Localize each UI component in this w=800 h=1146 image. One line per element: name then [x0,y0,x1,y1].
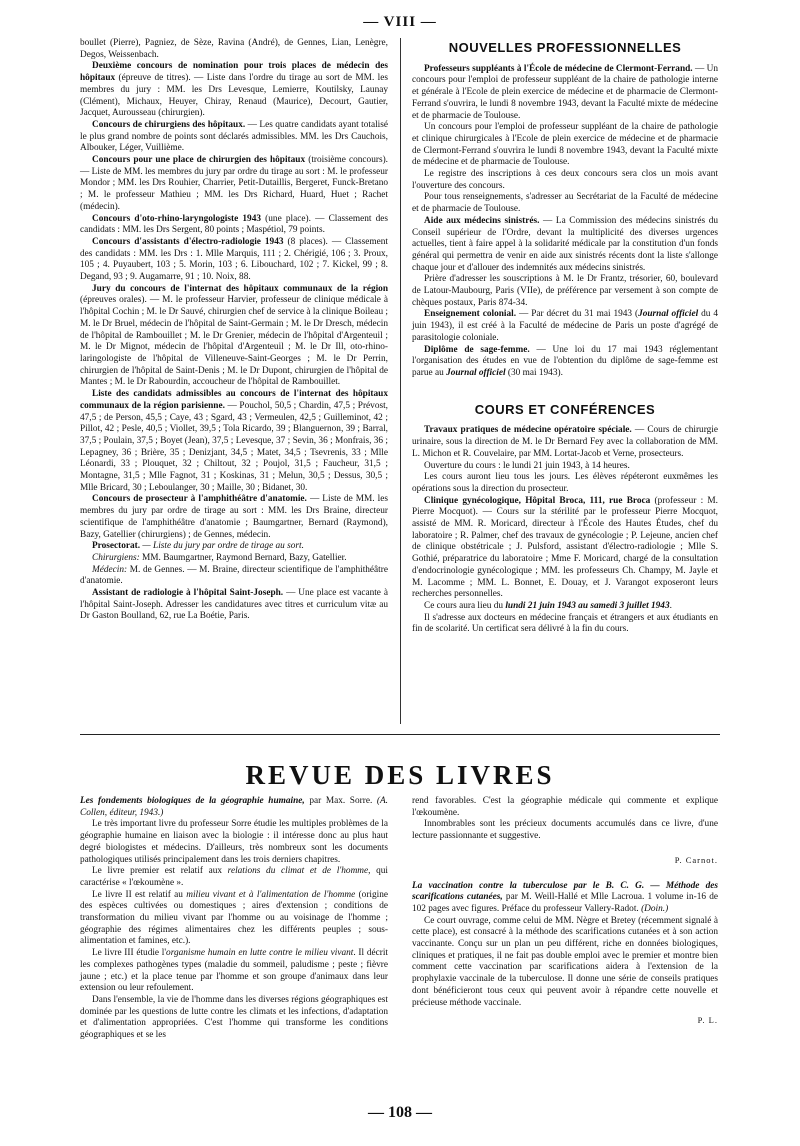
page-folio-bottom: — 108 — [368,1104,432,1121]
paragraph: Concours d'assistants d'électro-radiologie 1943 (8 places). — Classement des candidats : MM. les Drs : 1. Mlle Marquis, 111 ; 2. Chérigié, 106 ; 3. Proux, 105 ; 4. Puyaubert, 103 ; 5. Morin, 103 ; 6. Libouchard, 102 ; 7. Kickel, 99 ; 8. Degand, 93 ; 9. Augamarre, 91 ; 10. Noix, 88. [80,236,388,283]
paragraph: Prosectorat. — Liste du jury par ordre de tirage au sort. [92,541,304,552]
paragraph-heading: Travaux pratiques de médecine opératoire spéciale. [424,425,632,436]
paragraph: Le très important livre du professeur Sorre étudie les multiples problèmes de la géographie humaine en liaison avec la biologie : il intéresse donc au plus haut degré biologistes et médecins. D'ailleurs, très nombreux sont les documents pathologiques utilisés principalement dans les trois derniers chapitres. [80,819,388,865]
paragraph-heading: Liste des candidats admissibles au concours de l'internat des hôpitaux communaux de la région parisienne. [80,389,388,411]
paragraph: Le livre II est relatif au milieu vivant et à l'alimentation de l'homme (origine des espèces cultivées ou domestiques ; aires d'extension ; conditions de transformation du milieu vivant par l'homme ou au voisinage de l'homme ; géographie des régimes alimentaires chez les différents peuples ; sous-alimentation et famines, etc.). [80,889,388,947]
paragraph-heading: Diplôme de sage-femme. [424,344,530,355]
paragraph: Le livre premier est relatif aux relations du climat et de l'homme, qui caractérise « l'œkoumène ». [80,866,389,888]
paragraph-heading: Clinique gynécologique, Hôpital Broca, 111, rue Broca [424,495,651,506]
paragraph: Prière d'adresser les souscriptions à M. le Dr Frantz, trésorier, 60, boulevard de Latour-Maubourg, Paris (VIIe), de préférence par versement à son compte de chèques postaux, Paris 874-34. [412,274,718,308]
paragraph: Travaux pratiques de médecine opératoire spéciale. — Cours de chirurgie urinaire, sous la direction de M. le Dr Bernard Fey avec la collaboration de MM. L. Michon et R. Couvelaire, par MM. Lortat-Jacob et Verne, prosecteurs. [412,425,718,459]
review-left-column [80,796,388,1042]
section-title-nouvelles: NOUVELLES PROFESSIONNELLES [448,40,682,55]
paragraph-heading: Concours d'oto-rhino-laryngologiste 1943 [92,213,261,224]
paragraph: Enseignement colonial. — Par décret du 31 mai 1943 (Journal officiel du 4 juin 1943), il est créé à la Faculté de médecine de Paris un poste d'agrégé de parasitologie coloniale. [412,309,718,343]
section-title-cours: COURS ET CONFÉRENCES [474,401,656,417]
review-right-column [412,796,718,1027]
paragraph: Le registre des inscriptions à ces deux concours sera clos un mois avant l'ouverture des concours. [412,169,718,191]
paragraph: Clinique gynécologique, Hôpital Broca, 111, rue Broca (professeur : M. Pierre Mocquot). — Cours sur la stérilité par le professeur Pierre Mocquot, assisté de MM. R. Moricard, directeur à l'École des Hautes Études, chef du laboratoire ; R. Palmer, chef des travaux de gynécologie ; P. Lejeune, ancien chef de clinique obstétricale ; J. Pulsford, assistant d'électro-radiologie ; Mlle S. Gothié, préparatrice du laboratoire ; Mme F. Moricard, chargé de la consultation d'endocrinologie gynécologique ; MM. les professeurs Ch. Champy, M. Jayle et M. Lacomme ; MM. L. Bonnet, E. Douay, et J. Varangot exposeront leurs recherches personnelles. [412,495,718,600]
paragraph: Innombrables sont les précieux documents accumulés dans ce livre, d'une lecture passionnante et suggestive. [412,819,718,842]
section-divider [80,734,720,735]
paragraph: Jury du concours de l'internat des hôpitaux communaux de la région (épreuves orales). — M. le professeur Harvier, professeur de clinique médicale à l'hôpital Cochin ; M. le Dr Sauvé, chirurgien chef de service à la clinique Boileau ; M. le Dr Bruel, médecin de l'hôpital de Saint-Germain ; M. le Dr Dresch, médecin de l'hôpital de Rambouillet ; M. le Dr Grenier, médecin de l'hôpital d'Argenteuil ; M. le Dr Mignot, médecin de l'hôpital d'Argenteuil ; M. le Dr Ill, oto-rhino-laringologiste de l'hôpital de Villeneuve-Saint-Georges ; M. le Dr Perrin, chirurgien de l'hôpital de Saint-Denis ; M. le Dr Dupont, chirurgien de l'hôpital de Mantes ; M. le Dr Rabourdin, accoucheur de l'hôpital de Rambouillet. [80,283,388,388]
paragraph: Deuxième concours de nomination pour trois places de médecin des hôpitaux (épreuve de titres). — Liste dans l'ordre du tirage au sort de MM. les membres du jury : MM. les Drs Levesque, Lemierre, Koutilsky, Launay (Clément), Michaux, Heuyer, Chiray, Renaud (Maurice), Decourt, Gautier, Jacquet, Aurousseau (chirurgien). [80,61,388,119]
signature: P. L. [697,1015,718,1026]
book-title: Les fondements biologiques de la géographie humaine, par Max. Sorre. (A. Collen, éditeur, 1943.) [80,796,388,818]
paragraph-heading: Professeurs suppléants à l'École de médecine de Clermont-Ferrand. [424,63,693,74]
paragraph: Ouverture du cours : le lundi 21 juin 1943, à 14 heures. [424,460,630,471]
paragraph: boullet (Pierre), Pagniez, de Sèze, Ravina (André), de Gennes, Lian, Lenègre, Degos, Weissenbach. [80,38,388,60]
paragraph-label: Chirurgiens: [92,552,140,563]
column-divider [400,38,401,724]
paragraph-heading: Enseignement colonial. [424,309,517,320]
paragraph: Un concours pour l'emploi de professeur suppléant de la chaire de pathologie et clinique chirurgicales à l'Ecole de plein exercice de médecine et de pharmacie de Clermont-Ferrand s'ouvrira le lundi 8 novembre 1943, devant la Faculté mixte de médecine et de pharmacie de Toulouse. [412,122,718,168]
paragraph-heading: Concours de prosecteur à l'amphithéâtre d'anatomie. [92,494,307,505]
paragraph-heading: Concours d'assistants d'électro-radiologie 1943 [92,236,284,247]
paragraph: Pour tous renseignements, s'adresser au Secrétariat de la Faculté de médecine et de pharmacie de Toulouse. [412,192,718,215]
right-column [412,38,718,636]
paragraph: Concours de chirurgiens des hôpitaux. — Les quatre candidats ayant totalisé le plus grand nombre de points sont déclarés admissibles. MM. les Drs Cauchois, Albouker, Léger, Vuillième. [80,119,388,154]
paragraph: Assistant de radiologie à l'hôpital Saint-Joseph. — Une place est vacante à l'hôpital Saint-Joseph. Adresser les candidatures avec titres et curriculum vitæ au Dr Gaston Boulland, 62, rue La Boétie, Paris. [80,588,389,622]
paragraph-heading: Jury du concours de l'internat des hôpitaux communaux de la région [92,283,388,294]
paragraph-label: Médecin: [92,564,128,575]
paragraph-heading: Aide aux médecins sinistrés. [424,215,540,226]
paragraph: Dans l'ensemble, la vie de l'homme dans les diverses régions géographiques est dominée par les questions de lutte contre les climats et les infections, d'adaptation et d'alimentation appropriées. C'est l'homme qui transforme les conditions géographiques et se les [80,994,388,1041]
paragraph: Concours d'oto-rhino-laryngologiste 1943 (une place). — Classement des candidats : MM. les Drs Sergent, 80 points ; Maspétiol, 79 points. [80,213,388,236]
signature: P. Carnot. [674,854,718,865]
paragraph: Les cours auront lieu tous les jours. Les élèves répéteront euxmêmes les opérations sous la direction du prosecteur. [412,472,718,494]
paragraph: Liste des candidats admissibles au concours de l'internat des hôpitaux communaux de la région parisienne. — Pouchol, 50,5 ; Chardin, 47,5 ; Prévost, 47,5 ; de Person, 45,5 ; Caye, 43 ; Sgard, 43 ; Vermeulen, 42,5 ; Guilleminot, 42 ; Pillot, 42 ; Pesle, 40,5 ; Viollet, 39,5 ; Tola Ricardo, 39 ; Blanguernon, 39 ; Barral, 37,5 ; Poulain, 37,5 ; Boyet (Jean), 37,5 ; Levesque, 37 ; Sevin, 36 ; Monfrais, 36 ; Lepagney, 36 ; Brière, 35 ; Denizjant, 34,5 ; Matet, 34,5 ; Tsevrenis, 33 ; Mlle Léonardi, 33 ; Plouquet, 32 ; Chiltout, 32 ; Poujol, 31,5 ; Faucheur, 31,5 ; Montagne, 31,5 ; Mlle Fagnot, 31 ; Koskinas, 31 ; Melun, 30,5 ; Dessus, 30,5 ; Mlle Bricard, 30 ; Leboulanger, 30 ; Maille, 30 ; Bidanet, 30. [80,389,388,493]
paragraph-heading: Deuxième concours de nomination pour trois places de médecin des hôpitaux [80,61,388,84]
paragraph: Le livre III étudie l'organisme humain en lutte contre le milieu vivant. Il décrit les complexes pathogènes types (maladie du sommeil, paludisme ; peste ; fièvre jaune ; etc.) et la place tenue par l'homme et son groupe d'animaux dans leur extension ou leur refoulement. [80,948,388,994]
book-title: La vaccination contre la tuberculose par le B. C. G. — Méthode des scarifications cutanées, par M. Weill-Hallé et Mlle Lacroua. 1 volume in-16 de 102 pages avec figures. Préface du professeur Vallery-Radot. (Doin.) [412,880,718,914]
paragraph: Concours de prosecteur à l'amphithéâtre d'anatomie. — Liste de MM. les membres du jury par ordre de tirage au sort : MM. les Drs Braine, directeur scientifique de l'amphithéâtre d'anatomie ; Baumgartner, Bernard (Raymond), Bazy, Gatellier (chirurgiens) ; de Gennes, médecin. [80,494,388,540]
paragraph: Aide aux médecins sinistrés. — La Commission des médecins sinistrés du Conseil supérieur de l'Ordre, devant la multiplicité des diverses urgences actuelles, tient à faire appel à la solidarité médicale par la constitution d'un fonds général qui permettra de venir en aide aux sinistrés récents dont la liste s'allonge chaque jour et d'allouer des indemnités aux médecins sinistrés. [412,215,718,273]
paragraph: Professeurs suppléants à l'École de médecine de Clermont-Ferrand. — Un concours pour l'emploi de professeur suppléant de la chaire de pathologie interne et générale à l'Ecole de plein exercice de médecine et de pharmacie de Clermont-Ferrand s'ouvrira, le lundi 8 novembre 1943, devant la Faculté mixte de médecine et de pharmacie de Toulouse. [412,63,719,121]
paragraph: Diplôme de sage-femme. — Une loi du 17 mai 1943 réglementant l'organisation des études en vue de l'obtention du diplôme de sage-femme est parue au Journal officiel (30 mai 1943). [412,344,718,378]
paragraph-heading: Concours pour une place de chirurgien des hôpitaux [92,155,306,166]
paragraph-heading: Assistant de radiologie à l'hôpital Saint-Joseph. [92,588,284,599]
left-column [80,38,388,623]
paragraph-heading: Prosectorat. [92,541,141,552]
page-folio-top: — VIII — [363,14,437,30]
section-title-revue: REVUE DES LIVRES [245,760,555,790]
paragraph-heading: Concours de chirurgiens des hôpitaux. [92,119,246,130]
paragraph: Il s'adresse aux docteurs en médecine français et étrangers et aux étudiants en fin de scolarité. Un certificat sera délivré à la fin du cours. [412,612,718,635]
paragraph: Chirurgiens: MM. Baumgartner, Raymond Bernard, Bazy, Gatellier. [92,552,347,563]
paragraph: Concours pour une place de chirurgien des hôpitaux (troisième concours). — Liste de MM. les membres du jury par ordre du tirage au sort : M. le professeur Mondor ; MM. les Drs Rouhier, Charrier, Petit-Dutaillis, Bergeret, Funck-Bretano ; M. le professeur Mathieu ; MM. les Drs Richard, Huard, Huet ; Rachet (médecin). [80,155,388,212]
paragraph: rend favorables. C'est la géographie médicale qui commente et explique l'œkoumène. [412,796,718,818]
paragraph: Ce court ouvrage, comme celui de MM. Nègre et Bretey (récemment signalé à cette place), est consacré à la méthode des scarifications cutanées et à son action vaccinante. Conçu sur un plan un peu différent, riche en données biologiques, cliniques et pratiques, il ne fait pas double emploi avec le premier et montre bien comment cette vaccination par scarifications aidera à l'extension de la prophylaxie vaccinale de la tuberculose. Il donne une série de conseils pratiques dont bénéficieront tous ceux qui peuvent avoir à répandre cette nouvelle et précieuse méthode vaccinale. [412,915,718,1008]
paragraph: Ce cours aura lieu du lundi 21 juin 1943 au samedi 3 juillet 1943. [424,600,672,611]
paragraph: Médecin: M. de Gennes. — M. Braine, directeur scientifique de l'amphithéâtre d'anatomie. [80,564,388,587]
